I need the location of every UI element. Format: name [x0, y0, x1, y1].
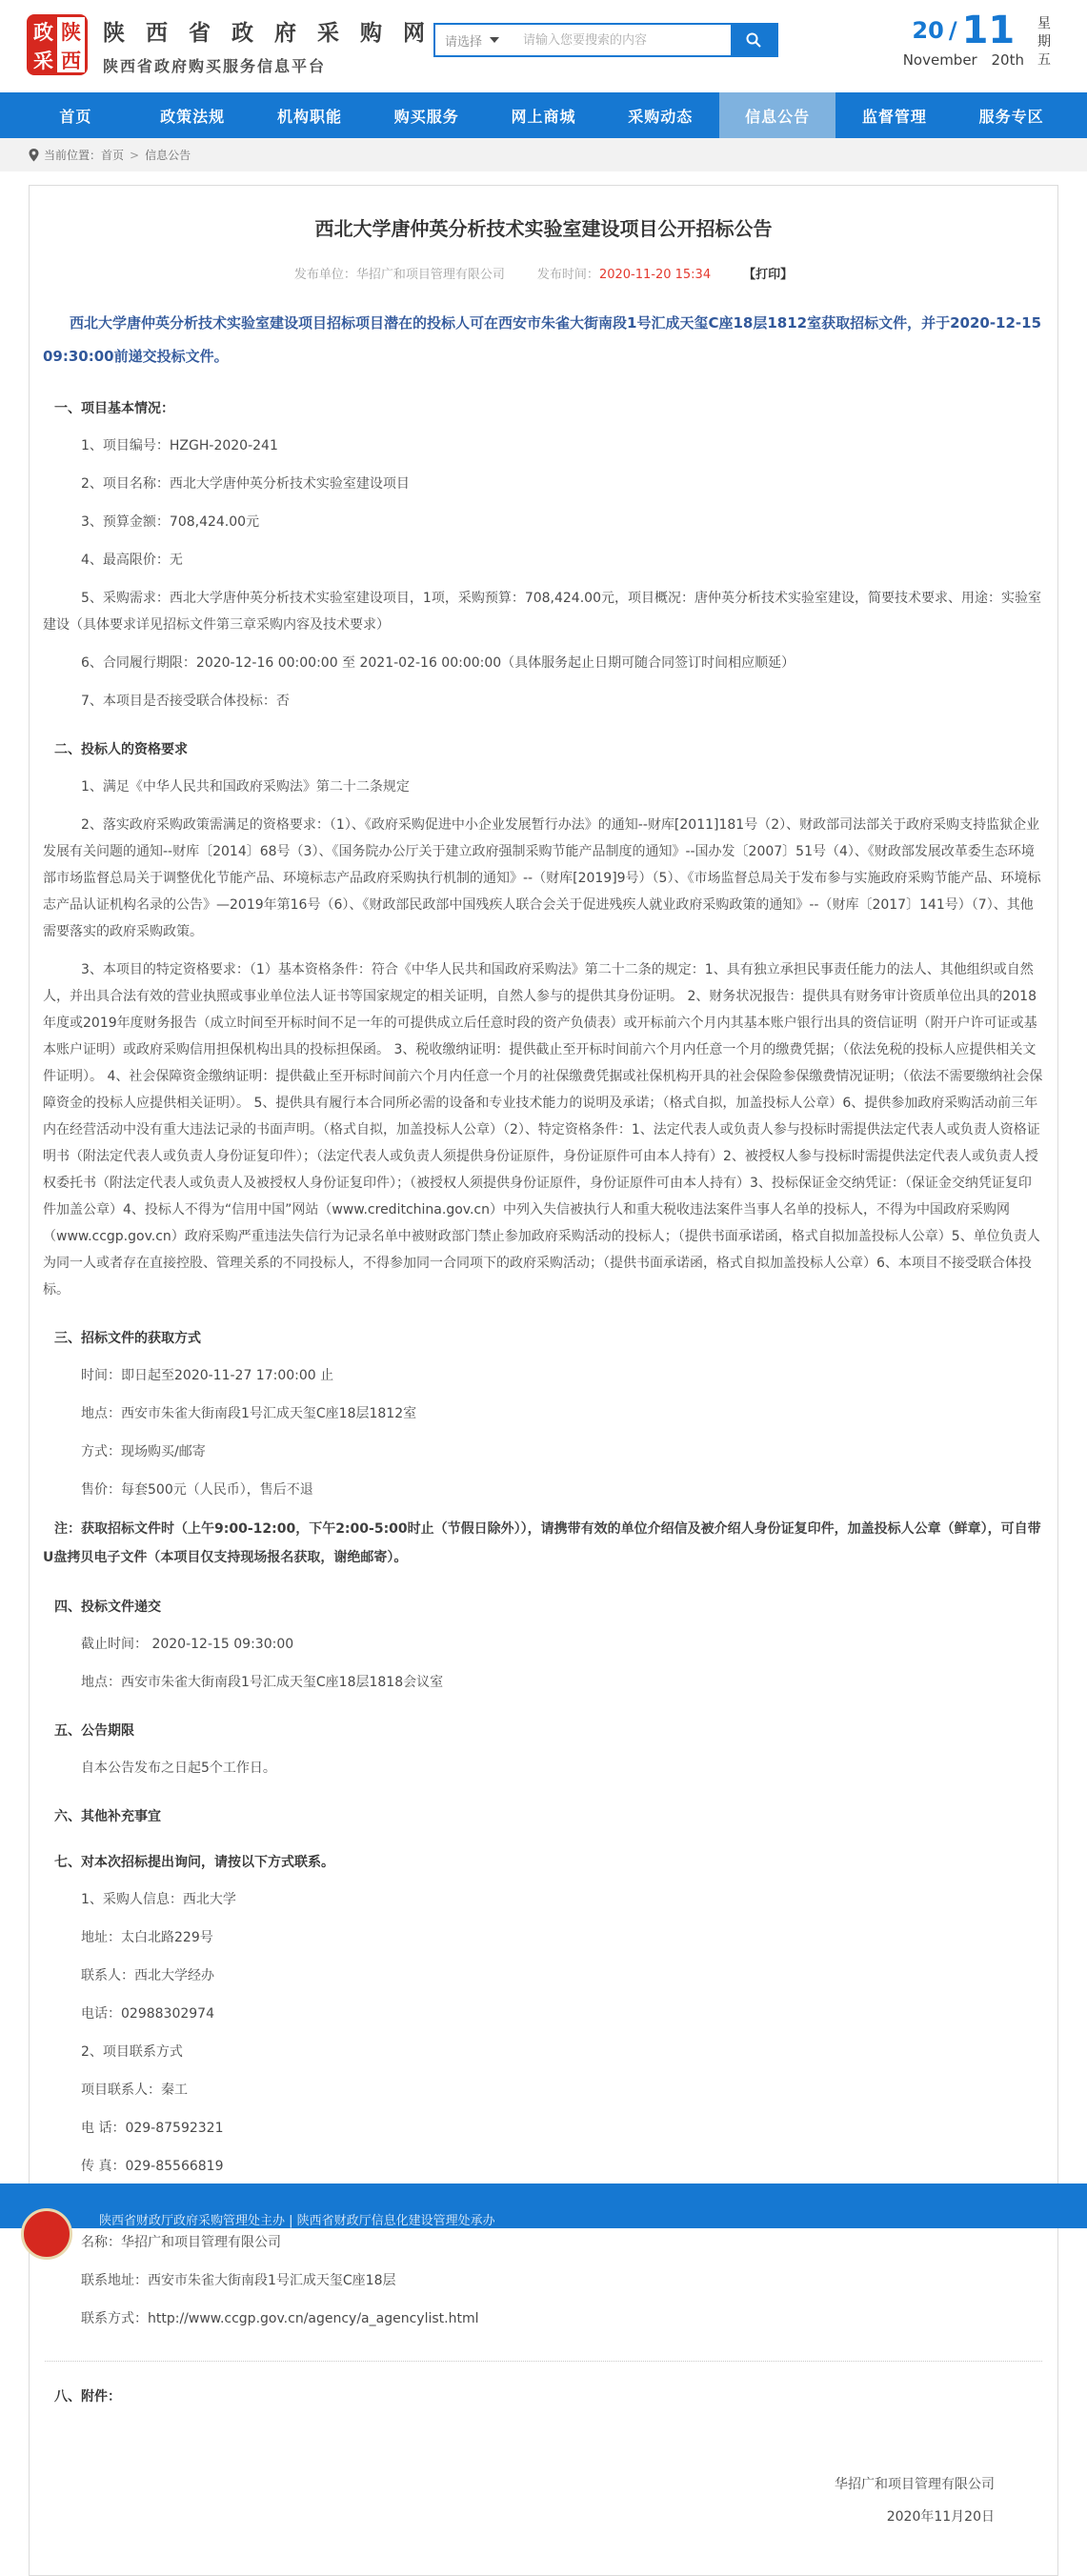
- nav-item-6[interactable]: 信息公告: [719, 92, 836, 138]
- nav-item-4[interactable]: 网上商城: [511, 107, 576, 126]
- logo-left-column: [30, 17, 57, 72]
- publish-time-value: 2020-11-20 15:34: [598, 268, 712, 282]
- section-heading: 二、投标人的资格要求: [54, 742, 188, 757]
- date-block: [903, 11, 1051, 70]
- logo-char: 陕: [61, 21, 81, 44]
- footer: [0, 2184, 1087, 2228]
- nav-item-3[interactable]: 购买服务: [393, 107, 459, 126]
- logo-char: 西: [61, 50, 81, 72]
- search-bar: [433, 23, 778, 57]
- page-title: 西北大学唐仲英分析技术实验室建设项目公开招标公告: [314, 217, 773, 240]
- article-paragraph: 4、最高限价：无: [81, 553, 183, 568]
- section-heading: 一、项目基本情况：: [54, 401, 174, 416]
- article-paragraph: 联系方式：http://www.ccgp.gov.cn/agency/a_agencylist.html: [81, 2311, 479, 2326]
- search-input[interactable]: [515, 25, 731, 55]
- search-button[interactable]: [731, 25, 776, 55]
- date-month: 11: [961, 9, 1016, 52]
- article-paragraph: 地点：西安市朱雀大街南段1号汇成天玺C座18层1818会议室: [81, 1675, 444, 1690]
- article-paragraph: 3、预算金额：708,424.00元: [81, 514, 260, 530]
- article-paragraph: 1、项目编号：HZGH-2020-241: [81, 438, 278, 453]
- article-paragraph: 方式：现场购买/邮寄: [81, 1444, 206, 1459]
- article-meta: [43, 264, 1044, 282]
- footer-text: 陕西省财政厅政府采购管理处主办 | 陕西省财政厅信息化建设管理处承办: [99, 2214, 495, 2228]
- weekday-vertical: [1037, 11, 1051, 70]
- article-paragraph: 7、本项目是否接受联合体投标：否: [81, 694, 290, 709]
- logo-char: 政: [33, 21, 53, 44]
- article-paragraph: 3、本项目的特定资格要求：（1）基本资格条件：符合《中华人民共和国政府采购法》第二十二条的规定：1、具有独立承担民事责任能力的法人、其他组织或自然人，并出具合法有效的营业执照或事业单位法人证书等国家规定的相关证明，自然人参与的提供其身份证明。 2、财务状况报告：提供具有财务审计资质单位出具的2018年度或2019年度财务报告（成立时间至开标时间不足一年的可提供成立后任意时段的资产负债表）或开标前六个月内其基本账户银行出具的资信证明（附开户许可证或基本账户证明）或政府采购信用担保机构出具的投标担保函。 3、税收缴纳证明：提供截止至开标时间前六个月内任意一个月的缴费凭据；（依法免税的投标人应提供相关文件证明）。 4、社会保障资金缴纳证明：提供截止至开标时间前六个月内任意一个月的社保缴费凭据或社保机构开具的社会保险参保缴费情况证明；（依法不需要缴纳社会保障资金的投标人应提供相关证明）。 5、提供具有履行本合同所必需的设备和专业技术能力的说明及承诺；（格式自拟，加盖投标人公章）6、提供参加政府采购活动前三年内在经营活动中没有重大违法记录的书面声明。（格式自拟，加盖投标人公章）（2）、特定资格条件：1、法定代表人或负责人参与投标时需提供法定代表人或负责人资格证明书（附法定代表人或负责人身份证复印件）；（法定代表人或负责人须提供身份证原件，身份证原件可由本人持有）2、被授权人参与投标时需提供法定代表人或负责人授权委托书（附法定代表人或负责人及被授权人身份证复印件）；（被授权人须提供身份证原件，身份证原件可由本人持有）3、投标保证金交纳凭证：（保证金交纳凭证复印件加盖公章）4、投标人不得为“信用中国”网站（www.creditchina.gov.cn）中列入失信被执行人和重大税收违法案件当事人名单的投标人，不得为中国政府采购网（www.ccgp.gov.cn）政府采购严重违法失信行为记录名单中被财政部门禁止参加政府采购活动的投标人；（提供书面承诺函，格式自拟加盖投标人公章）5、单位负责人为同一人或者存在直接控股、管理关系的不同投标人，不得参加同一合同项下的政府采购活动；（提供书面承诺函，格式自拟加盖投标人公章）6、本项目不接受联合体投标。: [43, 962, 1043, 1298]
- date-numbers: [903, 11, 1024, 69]
- article-paragraph: 传 真：029-85566819: [81, 2159, 224, 2174]
- print-button[interactable]: 【打印】: [743, 268, 794, 282]
- article-paragraph: 名称：华招广和项目管理有限公司: [81, 2235, 281, 2250]
- footer-seal-logo: [21, 2208, 72, 2260]
- site-logo: [27, 14, 88, 75]
- article-paragraph: 售价：每套500元（人民币），售后不退: [81, 1482, 313, 1498]
- logo-char: 采: [33, 50, 53, 72]
- section-heading: 六、其他补充事宜: [54, 1809, 161, 1824]
- publisher-label: 发布单位：: [293, 268, 356, 282]
- weekday-char: 星: [1037, 16, 1051, 31]
- article-paragraph: 时间：即日起至2020-11-27 17:00:00 止: [81, 1368, 334, 1383]
- search-icon: [745, 31, 762, 49]
- article-paragraph: 2、项目名称：西北大学唐仲英分析技术实验室建设项目: [81, 476, 410, 492]
- article-paragraph: 注：获取招标文件时（上午9:00-12:00，下午2:00-5:00时止（节假日除外）），请携带有效的单位介绍信及被介绍人身份证复印件，加盖投标人公章（鲜章），可自带 U盘拷贝电子文件（本项目仅支持现场报名获取，谢绝邮寄）。: [43, 1521, 1041, 1565]
- article-paragraph: 1、采购人信息：西北大学: [81, 1892, 236, 1907]
- section-heading: 五、公告期限: [54, 1723, 134, 1739]
- chevron-down-icon: [490, 37, 499, 43]
- article-body: [43, 398, 1044, 2407]
- signature-company: 华招广和项目管理有限公司: [835, 2477, 995, 2492]
- article-paragraph: 项目联系人：秦工: [81, 2083, 188, 2098]
- article-paragraph: 地点：西安市朱雀大街南段1号汇成天玺C座18层1812室: [81, 1406, 417, 1421]
- location-pin-icon: [29, 149, 39, 162]
- weekday-char: 期: [1037, 34, 1051, 50]
- publisher-value: 华招广和项目管理有限公司: [355, 268, 505, 282]
- date-day-ordinal: 20th: [991, 51, 1024, 69]
- date-separator: /: [948, 17, 957, 44]
- site-titles: [103, 15, 432, 76]
- signature-date: 2020年11月20日: [886, 2509, 995, 2525]
- article-paragraph: 6、合同履行期限：2020-12-16 00:00:00 至 2021-02-16 00:00:00（具体服务起止日期可随合同签订时间相应顺延）: [81, 655, 795, 671]
- top-header: [0, 0, 1087, 92]
- site-subtitle: 陕西省政府购买服务信息平台: [103, 57, 327, 75]
- article-paragraph: 自本公告发布之日起5个工作日。: [81, 1761, 276, 1776]
- main-nav: [0, 92, 1087, 138]
- section-heading: 三、招标文件的获取方式: [54, 1331, 201, 1346]
- nav-item-0[interactable]: 首页: [59, 107, 92, 126]
- article-paragraph: 2、项目联系方式: [81, 2044, 183, 2060]
- article-paragraph: 联系地址：西安市朱雀大街南段1号汇成天玺C座18层: [81, 2273, 396, 2288]
- breadcrumb: [0, 138, 1087, 171]
- nav-item-7[interactable]: 监督管理: [861, 107, 927, 126]
- site-title: 陕 西 省 政 府 采 购 网: [103, 21, 433, 46]
- date-month-en: November: [902, 51, 977, 69]
- breadcrumb-prefix: 当前位置：: [44, 149, 102, 162]
- article-paragraph: 2、落实政府采购政策需满足的资格要求：（1）、《政府采购促进中小企业发展暂行办法》的通知--财库[2011]181号（2）、财政部司法部关于政府采购支持监狱企业发展有关问题的通知--财库〔2014〕68号（3）、《国务院办公厅关于建立政府强制采购节能产品制度的通知》--国办发〔2007〕51号（4）、《财政部发展改革委生态环境部市场监督总局关于调整优化节能产品、环境标志产品政府采购执行机制的通知》--（财库[2019]9号）（5）、《市场监督总局关于发布参与实施政府采购节能产品、环境标志产品认证机构名录的公告》—2019年第16号（6）、《财政部民政部中国残疾人联合会关于促进残疾人就业政府采购政策的通知》--（财库〔2017〕141号）（7）、其他需要落实的政府采购政策。: [43, 817, 1041, 939]
- section-heading: 四、投标文件递交: [54, 1600, 161, 1615]
- article-paragraph: 联系人：西北大学经办: [81, 1968, 214, 1983]
- signature-block: [43, 2470, 1044, 2531]
- article-paragraph: 电话：02988302974: [81, 2006, 214, 2022]
- article-paragraph: 1、满足《中华人民共和国政府采购法》第二十二条规定: [81, 779, 410, 795]
- nav-item-2[interactable]: 机构职能: [276, 107, 342, 126]
- nav-item-1[interactable]: 政策法规: [160, 107, 226, 126]
- nav-item-8[interactable]: 服务专区: [978, 107, 1044, 126]
- section-heading: 七、对本次招标提出询问，请按以下方式联系。: [54, 1855, 334, 1870]
- dotted-divider: [45, 2361, 1042, 2362]
- date-day: 20: [912, 17, 944, 44]
- publish-time-label: 发布时间：: [536, 268, 599, 282]
- nav-item-5[interactable]: 采购动态: [628, 107, 694, 126]
- section-heading: 八、附件：: [54, 2389, 121, 2405]
- article-intro: 西北大学唐仲英分析技术实验室建设项目招标项目潜在的投标人可在西安市朱雀大街南段1号汇成天玺C座18层1812室获取招标文件，并于2020-12-15 09:30:00前递交投标文件。: [43, 314, 1042, 365]
- logo-right-column: [57, 17, 85, 72]
- search-select-label: 请选择: [445, 34, 483, 50]
- article-paragraph: 5、采购需求：西北大学唐仲英分析技术实验室建设项目，1项，采购预算：708,424.00元，项目概况：唐仲英分析技术实验室建设，简要技术要求、用途：实验室建设（具体要求详见招标文件第三章采购内容及技术要求）: [43, 591, 1041, 633]
- breadcrumb-separator: >: [130, 148, 140, 162]
- weekday-char: 五: [1037, 52, 1051, 68]
- breadcrumb-current[interactable]: 信息公告: [145, 149, 191, 162]
- article-paragraph: 电 话：029-87592321: [81, 2121, 224, 2136]
- search-category-select[interactable]: [435, 25, 515, 55]
- breadcrumb-home-link[interactable]: 首页: [101, 149, 125, 162]
- article-paragraph: 截止时间： 2020-12-15 09:30:00: [81, 1637, 294, 1652]
- article-paragraph: 地址：太白北路229号: [81, 1930, 213, 1945]
- date-english: [903, 51, 1024, 69]
